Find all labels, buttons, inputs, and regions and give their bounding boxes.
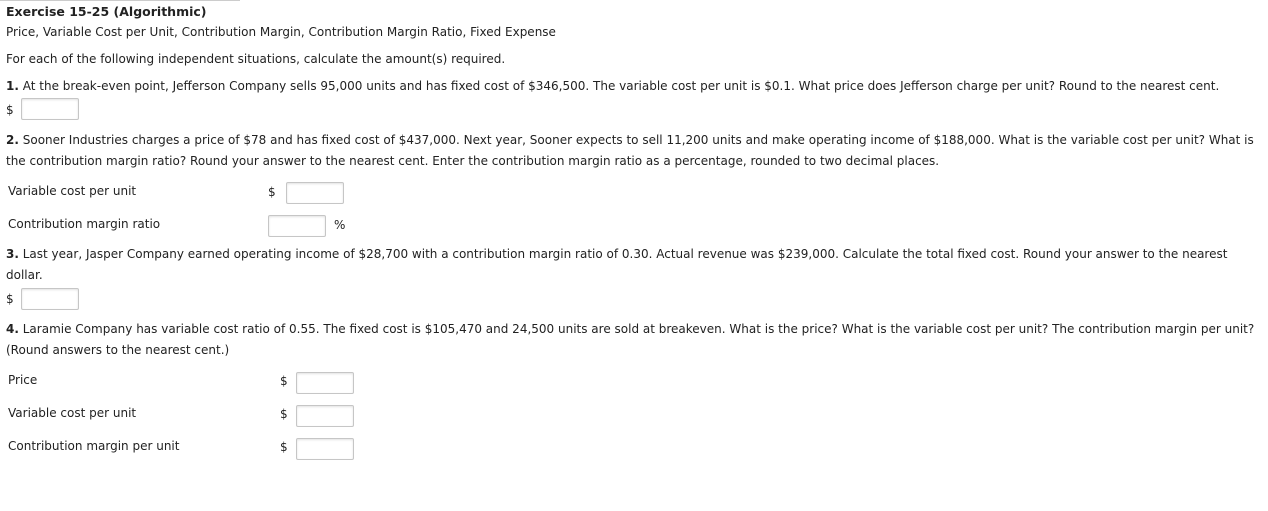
q4-price-input[interactable] (296, 372, 354, 394)
question-3-text: Last year, Jasper Company earned operating income of $28,700 with a contribution margin ratio of 0.30. Actual revenue was $239,000. Calculate the total fixed cost. Round your answer to the nearest dollar. (6, 247, 1228, 282)
question-3-number: 3. (6, 247, 19, 261)
q4-cm-per-unit-input[interactable] (296, 438, 354, 460)
q4-cm-per-unit-dollar: $ (280, 440, 288, 454)
q2-percent-sign: % (334, 218, 346, 232)
q2-cm-ratio-label: Contribution margin ratio (8, 217, 161, 231)
question-4-number: 4. (6, 322, 19, 336)
q2-variable-cost-dollar: $ (268, 185, 276, 199)
q4-price-dollar: $ (280, 374, 288, 388)
q2-cm-ratio-input[interactable] (268, 215, 326, 237)
question-1-text: At the break-even point, Jefferson Company sells 95,000 units and has fixed cost of $346,500. The variable cost per unit is $0.1. What price does Jefferson charge per unit? Round to the nearest cent. (22, 79, 1220, 93)
q4-price-label: Price (8, 373, 38, 387)
question-1-number: 1. (6, 79, 19, 93)
q1-price-input[interactable] (21, 98, 79, 120)
question-2-number: 2. (6, 133, 19, 147)
header-rule (0, 0, 240, 1)
q2-variable-cost-input[interactable] (286, 182, 344, 204)
q4-variable-cost-label: Variable cost per unit (8, 406, 137, 420)
q4-variable-cost-input[interactable] (296, 405, 354, 427)
q3-fixed-cost-input[interactable] (21, 288, 79, 310)
q4-cm-per-unit-label: Contribution margin per unit (8, 439, 180, 453)
q3-dollar-sign: $ (6, 292, 14, 306)
exercise-instructions: For each of the following independent situations, calculate the amount(s) required. (6, 52, 506, 66)
exercise-subtitle: Price, Variable Cost per Unit, Contribution Margin, Contribution Margin Ratio, Fixed Expense (6, 25, 556, 39)
exercise-title: Exercise 15-25 (Algorithmic) (6, 4, 207, 19)
question-2 (6, 130, 1262, 172)
q1-dollar-sign: $ (6, 103, 14, 117)
question-4 (6, 319, 1262, 361)
question-2-text: Sooner Industries charges a price of $78 and has fixed cost of $437,000. Next year, Sooner expects to sell 11,200 units and make operating income of $188,000. What is the variable cost per unit? What is the contribution margin ratio? Round your answer to the nearest cent. Enter the contribution margin ratio as a percentage, rounded to two decimal places. (6, 133, 1254, 168)
question-3 (6, 244, 1262, 286)
q2-variable-cost-label: Variable cost per unit (8, 184, 137, 198)
question-1 (6, 76, 1262, 97)
q4-variable-cost-dollar: $ (280, 407, 288, 421)
question-4-text: Laramie Company has variable cost ratio of 0.55. The fixed cost is $105,470 and 24,500 units are sold at breakeven. What is the price? What is the variable cost per unit? The contribution margin per unit? (Round answers to the nearest cent.) (6, 322, 1255, 357)
